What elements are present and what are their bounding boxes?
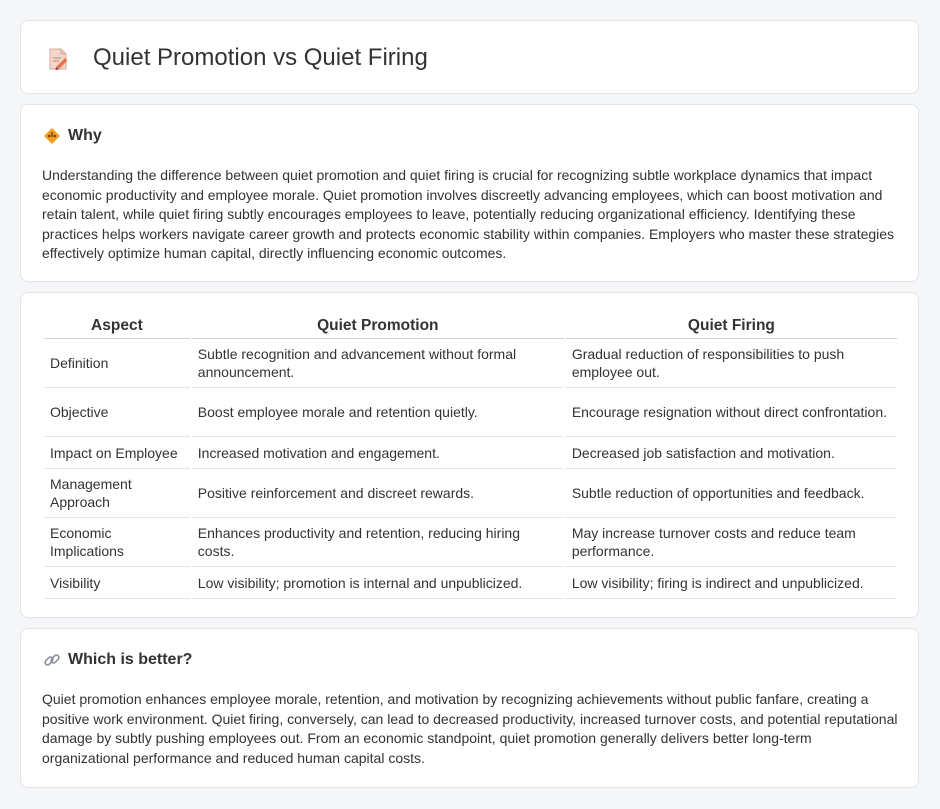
header-quiet-promotion: Quiet Promotion bbox=[192, 315, 564, 339]
page-title: Quiet Promotion vs Quiet Firing bbox=[93, 44, 428, 71]
better-heading bbox=[43, 651, 192, 669]
why-heading bbox=[43, 127, 102, 145]
row-quiet-firing: Encourage resignation without direct confrontation. bbox=[566, 388, 897, 437]
row-aspect: Economic Implications bbox=[44, 518, 190, 567]
table-row bbox=[44, 567, 897, 599]
header-aspect: Aspect bbox=[44, 315, 190, 339]
row-quiet-firing: May increase turnover costs and reduce team performance. bbox=[566, 518, 897, 567]
why-section bbox=[20, 104, 919, 282]
header-quiet-firing: Quiet Firing bbox=[566, 315, 897, 339]
row-aspect: Impact on Employee bbox=[44, 437, 190, 469]
comparison-section bbox=[20, 292, 919, 618]
row-aspect: Management Approach bbox=[44, 469, 190, 518]
row-aspect: Objective bbox=[44, 388, 190, 437]
table-row bbox=[44, 518, 897, 567]
better-paragraph: Quiet promotion enhances employee morale, retention, and motivation by recognizing achievements without public fanfare, creating a positive work environment. Quiet firing, conversely, can lead to decreased productivity, increased turnover costs, and potential reputational damage by subtly pushing employees out. From an economic standpoint, quiet promotion generally delivers better long-term organizational performance and reduced human capital costs. bbox=[42, 691, 898, 766]
link-icon bbox=[43, 651, 61, 669]
row-quiet-promotion: Subtle recognition and advancement without formal announcement. bbox=[192, 339, 564, 388]
why-paragraph: Understanding the difference between quiet promotion and quiet firing is crucial for recognizing subtle workplace dynamics that impact economic productivity and employee morale. Quiet promotion involves discreetly advancing employees, which can boost motivation and retain talent, while quiet firing subtly encourages employees to leave, potentially reducing organizational efficiency. Identifying these practices helps workers navigate career growth and protects economic stability within companies. Employers who master these strategies effectively optimize human capital, directly influencing economic outcomes. bbox=[42, 167, 895, 261]
row-quiet-firing: Low visibility; firing is indirect and unpublicized. bbox=[566, 567, 897, 599]
row-quiet-promotion: Enhances productivity and retention, reducing hiring costs. bbox=[192, 518, 564, 567]
better-title: Which is better? bbox=[68, 651, 193, 668]
diamond-warning-icon bbox=[43, 127, 61, 145]
row-quiet-firing: Subtle reduction of opportunities and feedback. bbox=[566, 469, 897, 518]
document-pencil-icon bbox=[47, 47, 69, 71]
row-quiet-firing: Decreased job satisfaction and motivation. bbox=[566, 437, 897, 469]
table-row bbox=[44, 469, 897, 518]
header-card bbox=[20, 20, 919, 94]
row-quiet-promotion: Low visibility; promotion is internal and unpublicized. bbox=[192, 567, 564, 599]
which-is-better-section bbox=[20, 628, 919, 788]
row-quiet-promotion: Boost employee morale and retention quietly. bbox=[192, 388, 564, 437]
table-row bbox=[44, 437, 897, 469]
row-quiet-firing: Gradual reduction of responsibilities to push employee out. bbox=[566, 339, 897, 388]
row-aspect: Visibility bbox=[44, 567, 190, 599]
row-quiet-promotion: Positive reinforcement and discreet rewards. bbox=[192, 469, 564, 518]
table-row bbox=[44, 339, 897, 388]
comparison-table bbox=[42, 315, 899, 599]
table-header-row bbox=[44, 315, 897, 339]
why-title: Why bbox=[68, 127, 102, 144]
row-quiet-promotion: Increased motivation and engagement. bbox=[192, 437, 564, 469]
row-aspect: Definition bbox=[44, 339, 190, 388]
table-row bbox=[44, 388, 897, 437]
